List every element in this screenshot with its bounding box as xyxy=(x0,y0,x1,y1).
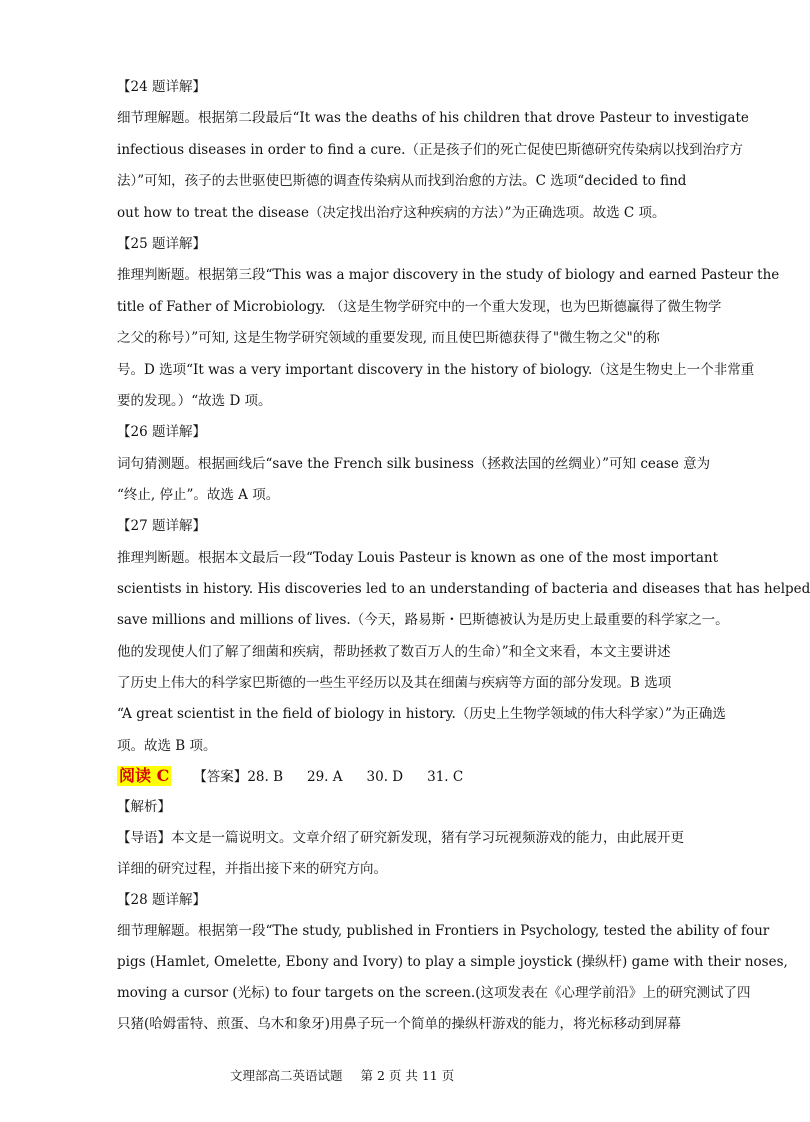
text-line: 了历史上伟大的科学家巴斯德的一些生平经历以及其在细菌与疾病等方面的部分发现。B 选项 xyxy=(117,675,672,691)
footer-title: 文理部高二英语试题 xyxy=(230,1068,343,1083)
answer-prefix: 【答案】 xyxy=(193,769,248,785)
text-line: 推理判断题。根据本文最后一段“Today Louis Pasteur is known as one of the most important xyxy=(117,550,719,566)
text-line: 只猪(哈姆雷特、煎蛋、乌木和象牙)用鼻子玩一个简单的操纵杆游戏的能力，将光标移动到屏幕 xyxy=(117,1016,682,1032)
text-line: 推理判断题。根据第三段“This was a major discovery in the study of biology and earned Pasteur the xyxy=(117,267,780,283)
text-line: 项。故选 B 项。 xyxy=(117,738,217,754)
text-line: 要的发现。）“故选 D 项。 xyxy=(117,393,272,409)
text-line: “终止, 停止”。故选 A 项。 xyxy=(117,487,280,503)
text-line: 法）”可知，孩子的去世驱使巴斯德的调查传染病从而找到治愈的方法。C 选项“decided to find xyxy=(117,173,687,189)
heading-q26: 【26 题详解】 xyxy=(117,424,206,440)
text-line: scientists in history. His discoveries led to an understanding of bacteria and diseases that has helped xyxy=(117,581,810,597)
answer-item: 29. A xyxy=(307,769,343,785)
footer-page-number: 第 2 页 共 11 页 xyxy=(360,1068,455,1083)
answer-item: 30. D xyxy=(366,769,404,785)
text-line: pigs (Hamlet, Omelette, Ebony and Ivory) to play a simple joystick (操纵杆) game with their noses, xyxy=(117,954,788,970)
answer-item: 28. B xyxy=(247,769,283,785)
heading-q24: 【24 题详解】 xyxy=(117,79,206,95)
heading-q28: 【28 题详解】 xyxy=(117,892,206,908)
text-line: infectious diseases in order to find a cure.（正是孩子们的死亡促使巴斯德研究传染病以找到治疗方 xyxy=(117,142,743,158)
heading-q27: 【27 题详解】 xyxy=(117,518,206,534)
text-line: 词句猜测题。根据画线后“save the French silk business（拯救法国的丝绸业）”可知 cease 意为 xyxy=(117,456,711,472)
section-tag: 阅读 C xyxy=(119,766,170,785)
text-line: 号。D 选项“It was a very important discovery in the history of biology.（这是生物史上一个非常重 xyxy=(117,362,755,378)
text-line: title of Father of Microbiology. （这是生物学研究中的一个重大发现，也为巴斯德赢得了微生物学 xyxy=(117,299,722,315)
heading-q25: 【25 题详解】 xyxy=(117,236,206,252)
heading-analysis: 【解析】 xyxy=(117,799,171,815)
text-line: out how to treat the disease（决定找出治疗这种疾病的方法）”为正确选项。故选 C 项。 xyxy=(117,205,666,221)
text-line: save millions and millions of lives.（今天，路易斯・巴斯德被认为是历史上最重要的科学家之一。 xyxy=(117,612,729,628)
text-line: 他的发现使人们了解了细菌和疾病，帮助拯救了数百万人的生命）”和全文来看，本文主要讲述 xyxy=(117,644,671,660)
text-line: 【导语】本文是一篇说明文。文章介绍了研究新发现，猪有学习玩视频游戏的能力，由此展开更 xyxy=(117,830,684,846)
text-line: 详细的研究过程，并指出接下来的研究方向。 xyxy=(117,861,387,877)
text-line: 细节理解题。根据第一段“The study, published in Frontiers in Psychology, tested the ability of four xyxy=(117,923,770,939)
text-line: “A great scientist in the field of biology in history.（历史上生物学领域的伟大科学家）”为正确选 xyxy=(117,706,726,722)
page-footer xyxy=(230,1067,468,1085)
reading-c-answer-line xyxy=(117,766,702,787)
answer-item: 31. C xyxy=(427,769,464,785)
text-line: 细节理解题。根据第二段最后“It was the deaths of his children that drove Pasteur to investigate xyxy=(117,110,749,126)
text-line: moving a cursor (光标) to four targets on the screen.(这项发表在《心理学前沿》上的研究测试了四 xyxy=(117,985,751,1001)
text-line: 之父的称号）”可知, 这是生物学研究领域的重要发现, 而且使巴斯德获得了"微生物之父"的称 xyxy=(117,330,660,346)
